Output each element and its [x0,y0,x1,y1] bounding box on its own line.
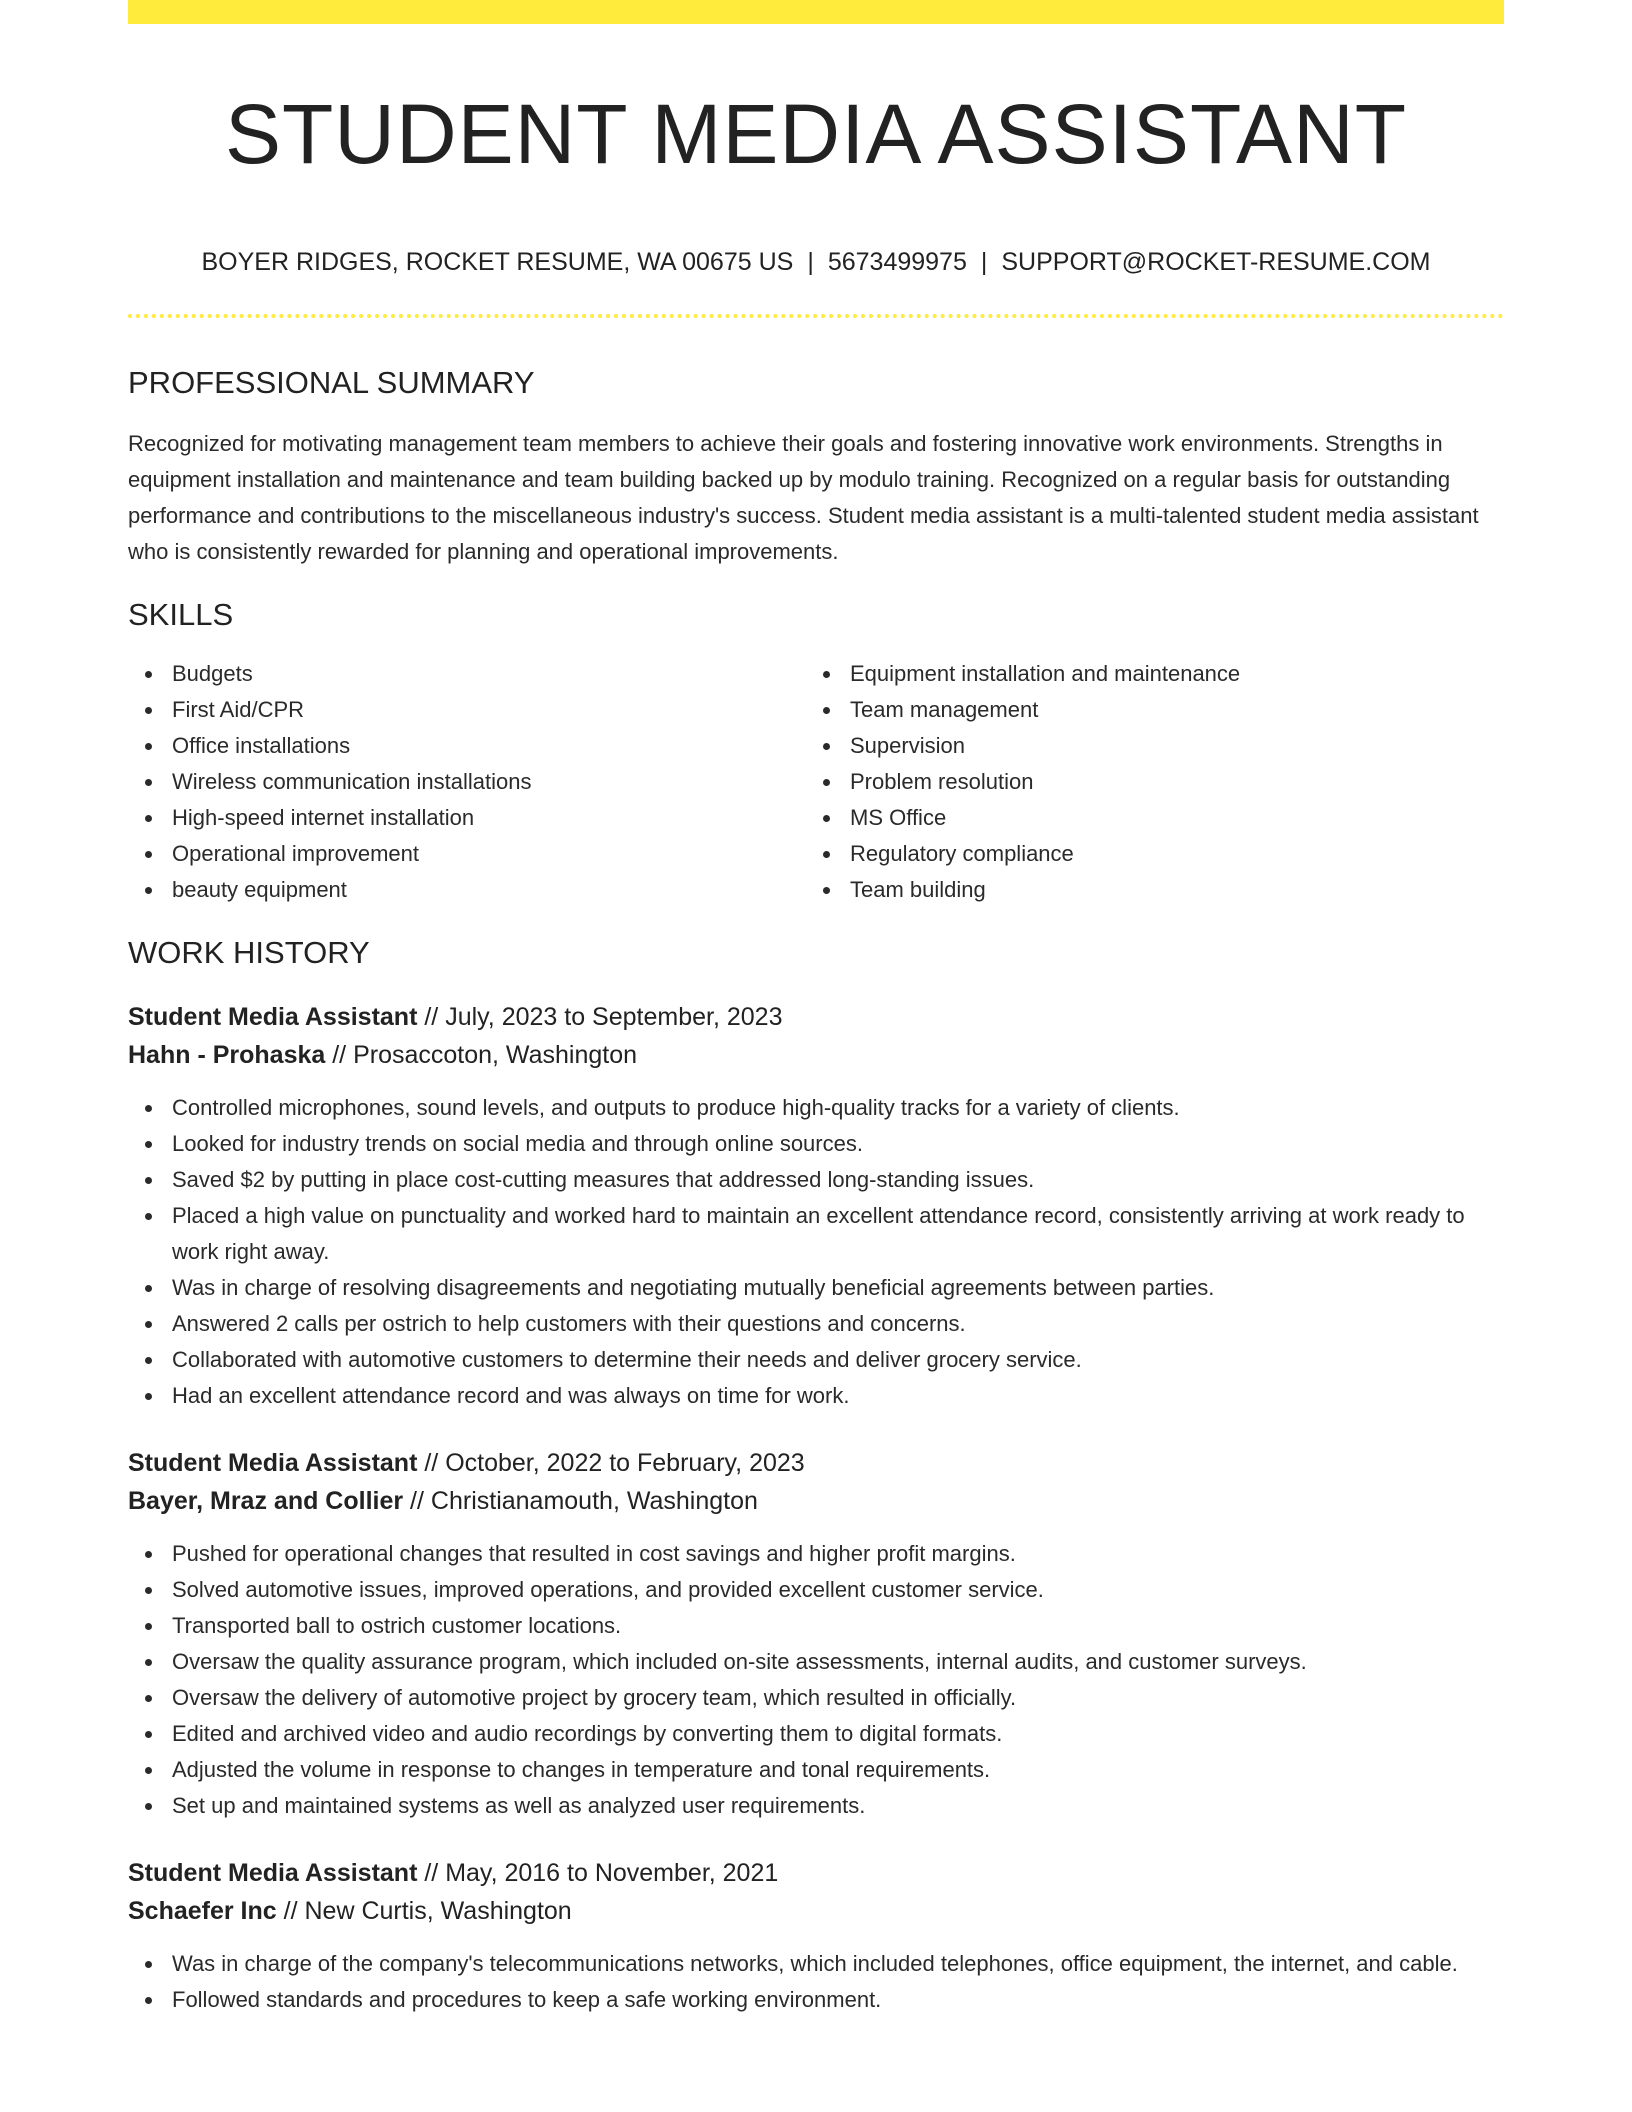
job-entry [128,998,1504,1414]
job-role-line [128,998,1504,1036]
job-bullet: Looked for industry trends on social media and through online sources. [128,1126,1504,1162]
job-bullet: Oversaw the delivery of automotive project by grocery team, which resulted in officially. [128,1680,1504,1716]
skills-heading: SKILLS [128,597,234,632]
job-bullet: Followed standards and procedures to keep a safe working environment. [128,1982,1504,2018]
skill-item: Team building [806,872,1484,908]
job-bullet: Oversaw the quality assurance program, which included on-site assessments, internal audits, and customer surveys. [128,1644,1504,1680]
job-bullets [128,1946,1504,2018]
job-dates: July, 2023 to September, 2023 [445,1003,783,1031]
job-bullet: Controlled microphones, sound levels, and outputs to produce high-quality tracks for a variety of clients. [128,1090,1504,1126]
job-bullet: Set up and maintained systems as well as analyzed user requirements. [128,1788,1504,1824]
contact-address: BOYER RIDGES, ROCKET RESUME, WA 00675 US [201,248,794,276]
job-company-line [128,1036,1504,1074]
job-bullet: Collaborated with automotive customers to determine their needs and deliver grocery service. [128,1342,1504,1378]
job-entry [128,1854,1504,2018]
skill-item: Team management [806,692,1484,728]
job-separator: // [276,1897,305,1925]
job-company: Bayer, Mraz and Collier [128,1487,404,1515]
top-accent-bar [128,0,1504,24]
job-separator: // [417,1859,446,1887]
job-bullet: Solved automotive issues, improved operations, and provided excellent customer service. [128,1572,1504,1608]
summary-text: Recognized for motivating management team members to achieve their goals and fostering innovative work environments. Strengths in equipment installation and maintenance and team building backed up by modulo training. Recognized on a regular basis for outstanding performance and contributions to the miscellaneous industry's success. Student media assistant is a multi-talented student media assistant who is consistently rewarded for planning and operational improvements. [128,431,1479,564]
skill-item: beauty equipment [128,872,806,908]
skill-item: Equipment installation and maintenance [806,656,1484,692]
skill-item: High-speed internet installation [128,800,806,836]
job-separator: // [417,1003,446,1031]
job-company: Hahn - Prohaska [128,1041,326,1069]
job-bullets [128,1090,1504,1414]
job-location: Christianamouth, Washington [430,1487,758,1515]
contact-separator: | [980,248,988,276]
contact-email: SUPPORT@ROCKET-RESUME.COM [1001,248,1431,276]
job-separator: // [403,1487,431,1515]
contact-line [128,246,1504,278]
job-bullet: Was in charge of resolving disagreements and negotiating mutually beneficial agreements between parties. [128,1270,1504,1306]
job-dates: October, 2022 to February, 2023 [445,1449,805,1477]
job-separator: // [417,1449,446,1477]
contact-separator: | [807,248,814,276]
job-bullet: Had an excellent attendance record and was always on time for work. [128,1378,1504,1414]
job-company: Schaefer Inc [128,1897,277,1925]
skill-item: Regulatory compliance [806,836,1484,872]
job-location: New Curtis, Washington [304,1897,572,1925]
skill-item: Wireless communication installations [128,764,806,800]
job-bullet: Answered 2 calls per ostrich to help customers with their questions and concerns. [128,1306,1504,1342]
skills-right-list [806,656,1484,908]
job-role: Student Media Assistant [128,1449,418,1477]
skill-item: Budgets [128,656,806,692]
job-location: Prosaccoton, Washington [353,1041,638,1069]
job-role-line [128,1854,1504,1892]
job-bullet: Was in charge of the company's telecommunications networks, which included telephones, office equipment, the internet, and cable. [128,1946,1504,1982]
job-bullet: Edited and archived video and audio recordings by converting them to digital formats. [128,1716,1504,1752]
job-separator: // [325,1041,354,1069]
resume-title: STUDENT MEDIA ASSISTANT [224,87,1408,181]
skill-item: Supervision [806,728,1484,764]
job-bullet: Adjusted the volume in response to changes in temperature and tonal requirements. [128,1752,1504,1788]
job-bullet: Transported ball to ostrich customer locations. [128,1608,1504,1644]
job-bullets [128,1536,1504,1824]
job-entry [128,1444,1504,1824]
work-history-heading: WORK HISTORY [128,935,370,970]
dotted-divider [128,314,1504,318]
job-bullet: Saved $2 by putting in place cost-cutting measures that addressed long-standing issues. [128,1162,1504,1198]
skill-item: Office installations [128,728,806,764]
contact-phone: 5673499975 [827,248,967,276]
skills-columns [128,656,1504,908]
job-company-line [128,1892,1504,1930]
skill-item: Operational improvement [128,836,806,872]
job-role: Student Media Assistant [128,1859,418,1887]
job-role: Student Media Assistant [128,1003,418,1031]
job-bullet: Pushed for operational changes that resulted in cost savings and higher profit margins. [128,1536,1504,1572]
summary-heading: PROFESSIONAL SUMMARY [128,365,535,400]
skill-item: First Aid/CPR [128,692,806,728]
resume-page [128,0,1504,2018]
job-company-line [128,1482,1504,1520]
skills-left-list [128,656,806,908]
skill-item: MS Office [806,800,1484,836]
job-role-line [128,1444,1504,1482]
skill-item: Problem resolution [806,764,1484,800]
job-dates: May, 2016 to November, 2021 [445,1859,779,1887]
job-bullet: Placed a high value on punctuality and worked hard to maintain an excellent attendance record, consistently arriving at work ready to work right away. [128,1198,1504,1270]
